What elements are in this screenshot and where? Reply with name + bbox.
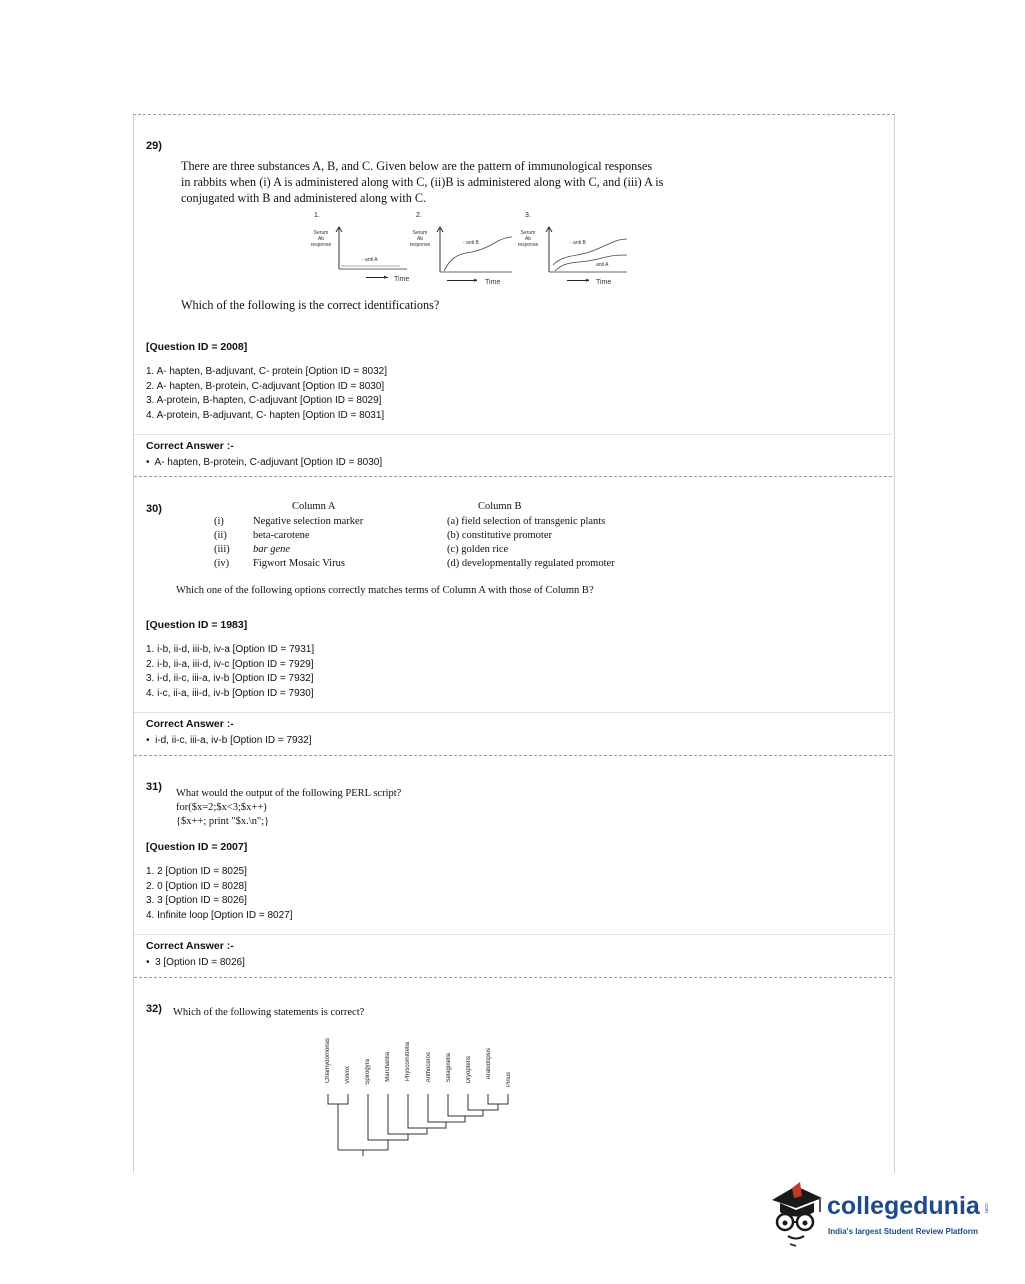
taxon-label: Volvox — [345, 1066, 351, 1084]
match-table: (i) Negative selection marker (a) field selection of transgenic plants (ii) beta-carotene (b) constitutive promoter (iii) bar gene (c) golden rice (iv) Figwort Mosaic Virus (d) developmentally regulated promoter — [214, 516, 615, 569]
question-text: Which of the following is the correct identifications? — [181, 298, 440, 312]
column-a-header: Column A — [292, 501, 336, 512]
correct-answer-label: Correct Answer :- — [146, 440, 234, 452]
question-stem — [181, 158, 821, 206]
graph-2-axes — [436, 225, 516, 280]
question-text: Which one of the following options correctly matches terms of Column A with those of Column B? — [176, 585, 594, 596]
mascot-logo-icon — [766, 1178, 828, 1248]
graph-1-axes — [335, 225, 410, 280]
correct-answer: • 3 [Option ID = 8026] — [146, 957, 245, 968]
brand-tagline: India's largest Student Review Platform — [828, 1227, 978, 1236]
options-list — [146, 865, 292, 923]
option-item: 3. A-protein, B-hapten, C-adjuvant [Option ID = 8029] — [146, 395, 382, 407]
question-id: [Question ID = 1983] — [146, 619, 248, 631]
stem-line: conjugated with B and administered along with C. — [181, 191, 427, 205]
graph-ylabel: Serum Ab response — [310, 230, 332, 248]
options-list — [146, 365, 387, 423]
correct-answer: • i-d, ii-c, iii-a, iv-b [Option ID = 7932] — [146, 735, 312, 746]
graph-xlabel: Time — [394, 276, 410, 283]
graph-number: 2. — [416, 212, 422, 219]
stem-line: in rabbits when (i) A is administered along with C, (ii)B is administered along with C, and (iii) A is — [181, 175, 664, 189]
graph-curve-label: - anti B — [463, 240, 479, 246]
question-id: [Question ID = 2008] — [146, 341, 248, 353]
correct-answer-label: Correct Answer :- — [146, 940, 234, 952]
question-text: Which of the following statements is correct? — [173, 1007, 365, 1018]
question-divider — [134, 755, 892, 756]
option-item: 2. i-b, ii-a, iii-d, iv-c [Option ID = 7929] — [146, 658, 314, 670]
option-item: 2. A- hapten, B-protein, C-adjuvant [Option ID = 8030] — [146, 380, 385, 392]
option-item: 4. Infinite loop [Option ID = 8027] — [146, 909, 293, 921]
option-item: 3. i-d, ii-c, iii-a, iv-b [Option ID = 7932] — [146, 673, 314, 685]
taxon-label: Marchantia — [385, 1052, 391, 1082]
brand-name: collegedunia — [827, 1192, 980, 1220]
option-item: 4. A-protein, B-adjuvant, C- hapten [Option ID = 8031] — [146, 409, 385, 421]
option-item: 1. 2 [Option ID = 8025] — [146, 866, 247, 877]
taxon-label: Chlamydomonas — [325, 1038, 331, 1084]
divider — [134, 434, 892, 435]
graph-curve-label: - anti A — [362, 257, 378, 263]
taxon-label: Dryopteris — [466, 1056, 472, 1084]
option-item: 4. i-c, ii-a, iii-d, iv-b [Option ID = 7930] — [146, 687, 314, 699]
graph-xlabel: Time — [485, 279, 501, 286]
option-item: 2. 0 [Option ID = 8028] — [146, 880, 247, 892]
stem-line: There are three substances A, B, and C. Given below are the pattern of immunological responses — [181, 159, 653, 173]
taxon-label: Anthoceros — [426, 1052, 432, 1083]
arrow-icon — [447, 280, 477, 281]
option-item: 3. 3 [Option ID = 8026] — [146, 895, 247, 907]
question-number: 29) — [146, 140, 162, 152]
question-id: [Question ID = 2007] — [146, 841, 248, 853]
graph-curve-label: - anti B — [570, 240, 586, 246]
question-divider — [134, 977, 892, 978]
graph-number: 3. — [525, 212, 531, 219]
graph-ylabel: Serum Ab response — [409, 230, 431, 248]
graph-number: 1. — [314, 212, 320, 219]
graph-3-axes — [545, 225, 630, 280]
question-number: 32) — [146, 1003, 162, 1015]
taxon-label: Pinus — [506, 1072, 512, 1088]
option-item: 1. A- hapten, B-adjuvant, C- protein [Option ID = 8032] — [146, 366, 387, 377]
correct-answer-label: Correct Answer :- — [146, 718, 234, 730]
option-item: 1. i-b, ii-d, iii-b, iv-a [Option ID = 7931] — [146, 644, 315, 655]
question-divider — [134, 476, 892, 477]
options-list — [146, 643, 314, 701]
correct-answer: • A- hapten, B-protein, C-adjuvant [Option ID = 8030] — [146, 457, 383, 468]
question-text: What would the output of the following PERL script? for($x=2;$x<3;$x++) {$x++; print "$x.\n";} — [176, 788, 402, 827]
divider — [134, 934, 892, 935]
graph-xlabel: Time — [596, 279, 612, 286]
taxon-label: Selaginella — [446, 1053, 452, 1083]
column-b-header: Column B — [478, 501, 522, 512]
divider — [134, 712, 892, 713]
graph-curve-label: anti A — [596, 262, 609, 268]
cladogram-tree — [320, 1090, 530, 1160]
brand-suffix: .com — [983, 1202, 989, 1213]
question-number: 31) — [146, 781, 162, 793]
taxon-label: Arabidopsis — [486, 1048, 492, 1080]
question-number: 30) — [146, 503, 162, 515]
graph-ylabel: Serum Ab response — [517, 230, 539, 248]
taxon-label: Physcomitrella — [405, 1042, 411, 1082]
taxon-label: Spirogyra — [365, 1059, 371, 1085]
